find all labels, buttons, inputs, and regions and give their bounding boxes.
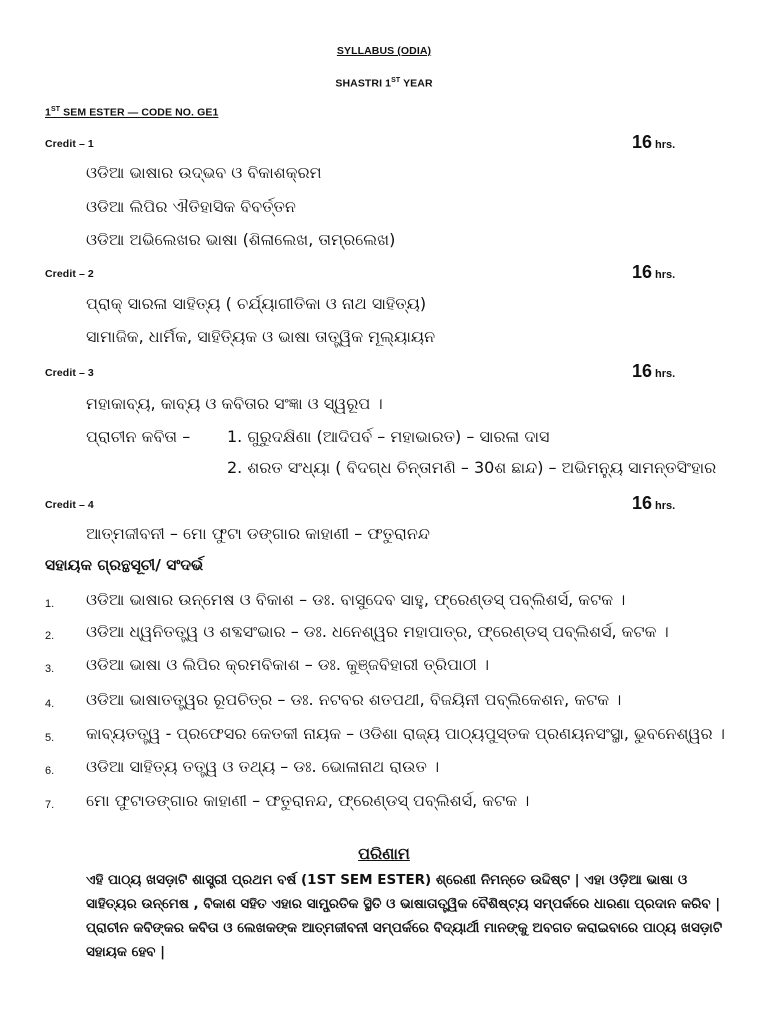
- references-heading: ସହାୟକ ଗ୍ରନ୍ଥସୂଚୀ/ ସଂଦର୍ଭ: [45, 556, 204, 574]
- credit-2-label: Credit – 2: [45, 268, 94, 280]
- reference-number: 1.: [45, 598, 55, 610]
- credit-1-hours: [632, 132, 675, 153]
- credit-3-hours: [632, 361, 675, 382]
- reference-number: 2.: [45, 630, 55, 642]
- credit-1-line-1: ଓଡିଆ ଭାଷାର ଉଦ୍ଭବ ଓ ବିକାଶକ୍ରମ: [86, 163, 322, 182]
- subtitle-suffix: YEAR: [400, 77, 433, 90]
- credit-4-line-1: ଆତ୍ମଜୀବନୀ – ମୋ ଫୁଟା ଡଙ୍ଗାର କାହାଣୀ – ଫତୁରାନନ୍ଦ: [86, 524, 430, 543]
- credit-3-label: Credit – 3: [45, 367, 94, 379]
- reference-number: 3.: [45, 663, 55, 675]
- credit-1-hours-value: 16: [632, 132, 653, 152]
- semester-prefix: 1: [45, 106, 51, 119]
- credit-2-line-1: ପ୍ରାକ୍ ସାରଳା ସାହିତ୍ୟ ( ଚର୍ଯ୍ୟାଗୀତିକା ଓ ନାଥ ସାହିତ୍ୟ): [86, 294, 427, 313]
- document-title: SYLLABUS (ODIA): [336, 45, 432, 57]
- reference-text: ଓଡିଆ ଭାଷା ଓ ଲିପିର କ୍ରମବିକାଶ – ଡଃ. କୁଞ୍ଜବିହାରୀ ତ୍ରିପାଠୀ ।: [86, 655, 490, 674]
- reference-text: ଓଡିଆ ସାହିତ୍ୟ ତତ୍ତ୍ୱ ଓ ତଥ୍ୟ – ଡଃ. ଭୋଳାନାଥ ରାଉତ ।: [86, 757, 440, 776]
- reference-number: 4.: [45, 698, 55, 710]
- credit-3-line-1: ମହାକାବ୍ୟ, କାବ୍ୟ ଓ କବିତାର ସଂଜ୍ଞା ଓ ସ୍ୱରୂପ ।: [86, 394, 383, 413]
- credit-3-item-1: 1. ଗୁରୁଦକ୍ଷିଣା (ଆଦିପର୍ବ – ମହାଭାରତ) – ସାରଳା ଦାସ: [227, 427, 550, 446]
- credit-3-item-2: 2. ଶରତ ସଂଧ୍ୟା ( ବିଦଗ୍ଧ ଚିନ୍ତାମଣି – 30ଶ ଛାନ୍ଦ) – ଅଭିମନ୍ୟୁ ସାମନ୍ତସିଂହାର: [227, 458, 717, 477]
- semester-suffix: SEM ESTER — CODE NO. GE1: [60, 106, 219, 119]
- credit-2-hours: [632, 262, 675, 283]
- credit-2-hours-value: 16: [632, 262, 653, 282]
- credit-4-hours: [632, 493, 675, 514]
- credit-3-hours-unit: hrs.: [655, 368, 676, 380]
- credit-1-label: Credit – 1: [45, 138, 94, 150]
- semester-sup: ST: [50, 106, 61, 113]
- credit-4-hours-value: 16: [632, 493, 653, 513]
- credit-2-hours-unit: hrs.: [655, 269, 676, 281]
- reference-text: ମୋ ଫୁଟାଡଙ୍ଗାର କାହାଣୀ – ଫତୁରାନନ୍ଦ, ଫ୍ରେଣ୍ଡସ୍ ପବ୍ଲିଶର୍ସ, କଟକ ।: [86, 791, 530, 810]
- credit-3-hours-value: 16: [632, 361, 653, 381]
- reference-text: ଓଡିଆ ଭାଷାତତ୍ତ୍ୱର ରୂପଚିତ୍ର – ଡଃ. ନଟବର ଶତପଥୀ, ବିଜୟିନୀ ପବ୍ଲିକେଶନ, କଟକ ।: [86, 690, 622, 709]
- credit-4-hours-unit: hrs.: [655, 500, 676, 512]
- outcome-heading: ପରିଣାମ: [358, 844, 410, 863]
- credit-3-prefix: ପ୍ରାଚୀନ କବିତା –: [86, 427, 191, 446]
- reference-text: ଓଡିଆ ଧ୍ୱନିତତ୍ତ୍ୱ ଓ ଶବ୍ଦସଂଭାର – ଡଃ. ଧନେଶ୍ୱର ମହାପାତ୍ର, ଫ୍ରେଣ୍ଡସ୍ ପବ୍ଲିଶର୍ସ, କଟକ ।: [86, 622, 669, 641]
- reference-number: 7.: [45, 799, 55, 811]
- reference-text: କାବ୍ୟତତ୍ତ୍ୱ - ପ୍ରଫେସର କେତକୀ ନାୟକ – ଓଡିଶା ରାଜ୍ୟ ପାଠ୍ୟପୁସ୍ତକ ପ୍ରଣୟନସଂସ୍ଥା, ଭୁବନେଶ୍ୱର ।: [86, 724, 725, 743]
- credit-2-line-2: ସାମାଜିକ, ଧାର୍ମିକ, ସାହିତ୍ୟିକ ଓ ଭାଷା ତାତ୍ତ୍ୱିକ ମୂଲ୍ୟାୟନ: [86, 327, 436, 346]
- credit-1-hours-unit: hrs.: [655, 139, 676, 151]
- subtitle-prefix: SHASTRI 1: [335, 77, 392, 90]
- credit-4-label: Credit – 4: [45, 499, 94, 511]
- outcome-paragraph: ଏହି ପାଠ୍ୟ ଖସଡ଼ାଟି ଶାସ୍ତ୍ରୀ ପ୍ରଥମ ବର୍ଷ (1ST SEM ESTER) ଶ୍ରେଣୀ ନିମନ୍ତେ ଉଦ୍ଦିଷ୍ଟ | ଏହା ଓଡ଼ିଆ ଭାଷା ଓ ସାହିତ୍ୟର ଉନ୍ମେଷ , ବିକାଶ ସହିତ ଏହାର ସାମ୍ପ୍ରତିକ ସ୍ଥିତି ଓ ଭାଷାତାତ୍ତ୍ୱିକ ବୈଶିଷ୍ଟ୍ୟ ସମ୍ପର୍କରେ ଧାରଣା ପ୍ରଦାନ କରିବ | ପ୍ରାଚୀନ କବିଙ୍କର କବିତା ଓ ଲେଖକଙ୍କ ଆତ୍ମଜୀବନୀ ସମ୍ପର୍କରେ ବିଦ୍ୟାର୍ଥୀ ମାନଙ୍କୁ ଅବଗତ କରାଇବାରେ ପାଠ୍ୟ ଖସଡ଼ାଟି ସହାୟକ ହେବ |: [86, 872, 723, 960]
- credit-1-line-3: ଓଡିଆ ଅଭିଲେଖର ଭାଷା (ଶିଳାଲେଖ, ତାମ୍ରଲେଖ): [86, 230, 396, 249]
- semester-heading: [45, 106, 218, 119]
- reference-text: ଓଡିଆ ଭାଷାର ଉନ୍ମେଷ ଓ ବିକାଶ – ଡଃ. ବାସୁଦେବ ସାହୁ, ଫ୍ରେଣ୍ଡସ୍ ପବ୍ଲିଶର୍ସ, କଟକ ।: [86, 590, 626, 609]
- reference-number: 6.: [45, 765, 55, 777]
- document-subtitle: [0, 77, 768, 90]
- reference-number: 5.: [45, 732, 55, 744]
- credit-1-line-2: ଓଡିଆ ଲିପିର ଐତିହାସିକ ବିବର୍ତ୍ତନ: [86, 197, 296, 216]
- subtitle-sup: ST: [391, 77, 401, 84]
